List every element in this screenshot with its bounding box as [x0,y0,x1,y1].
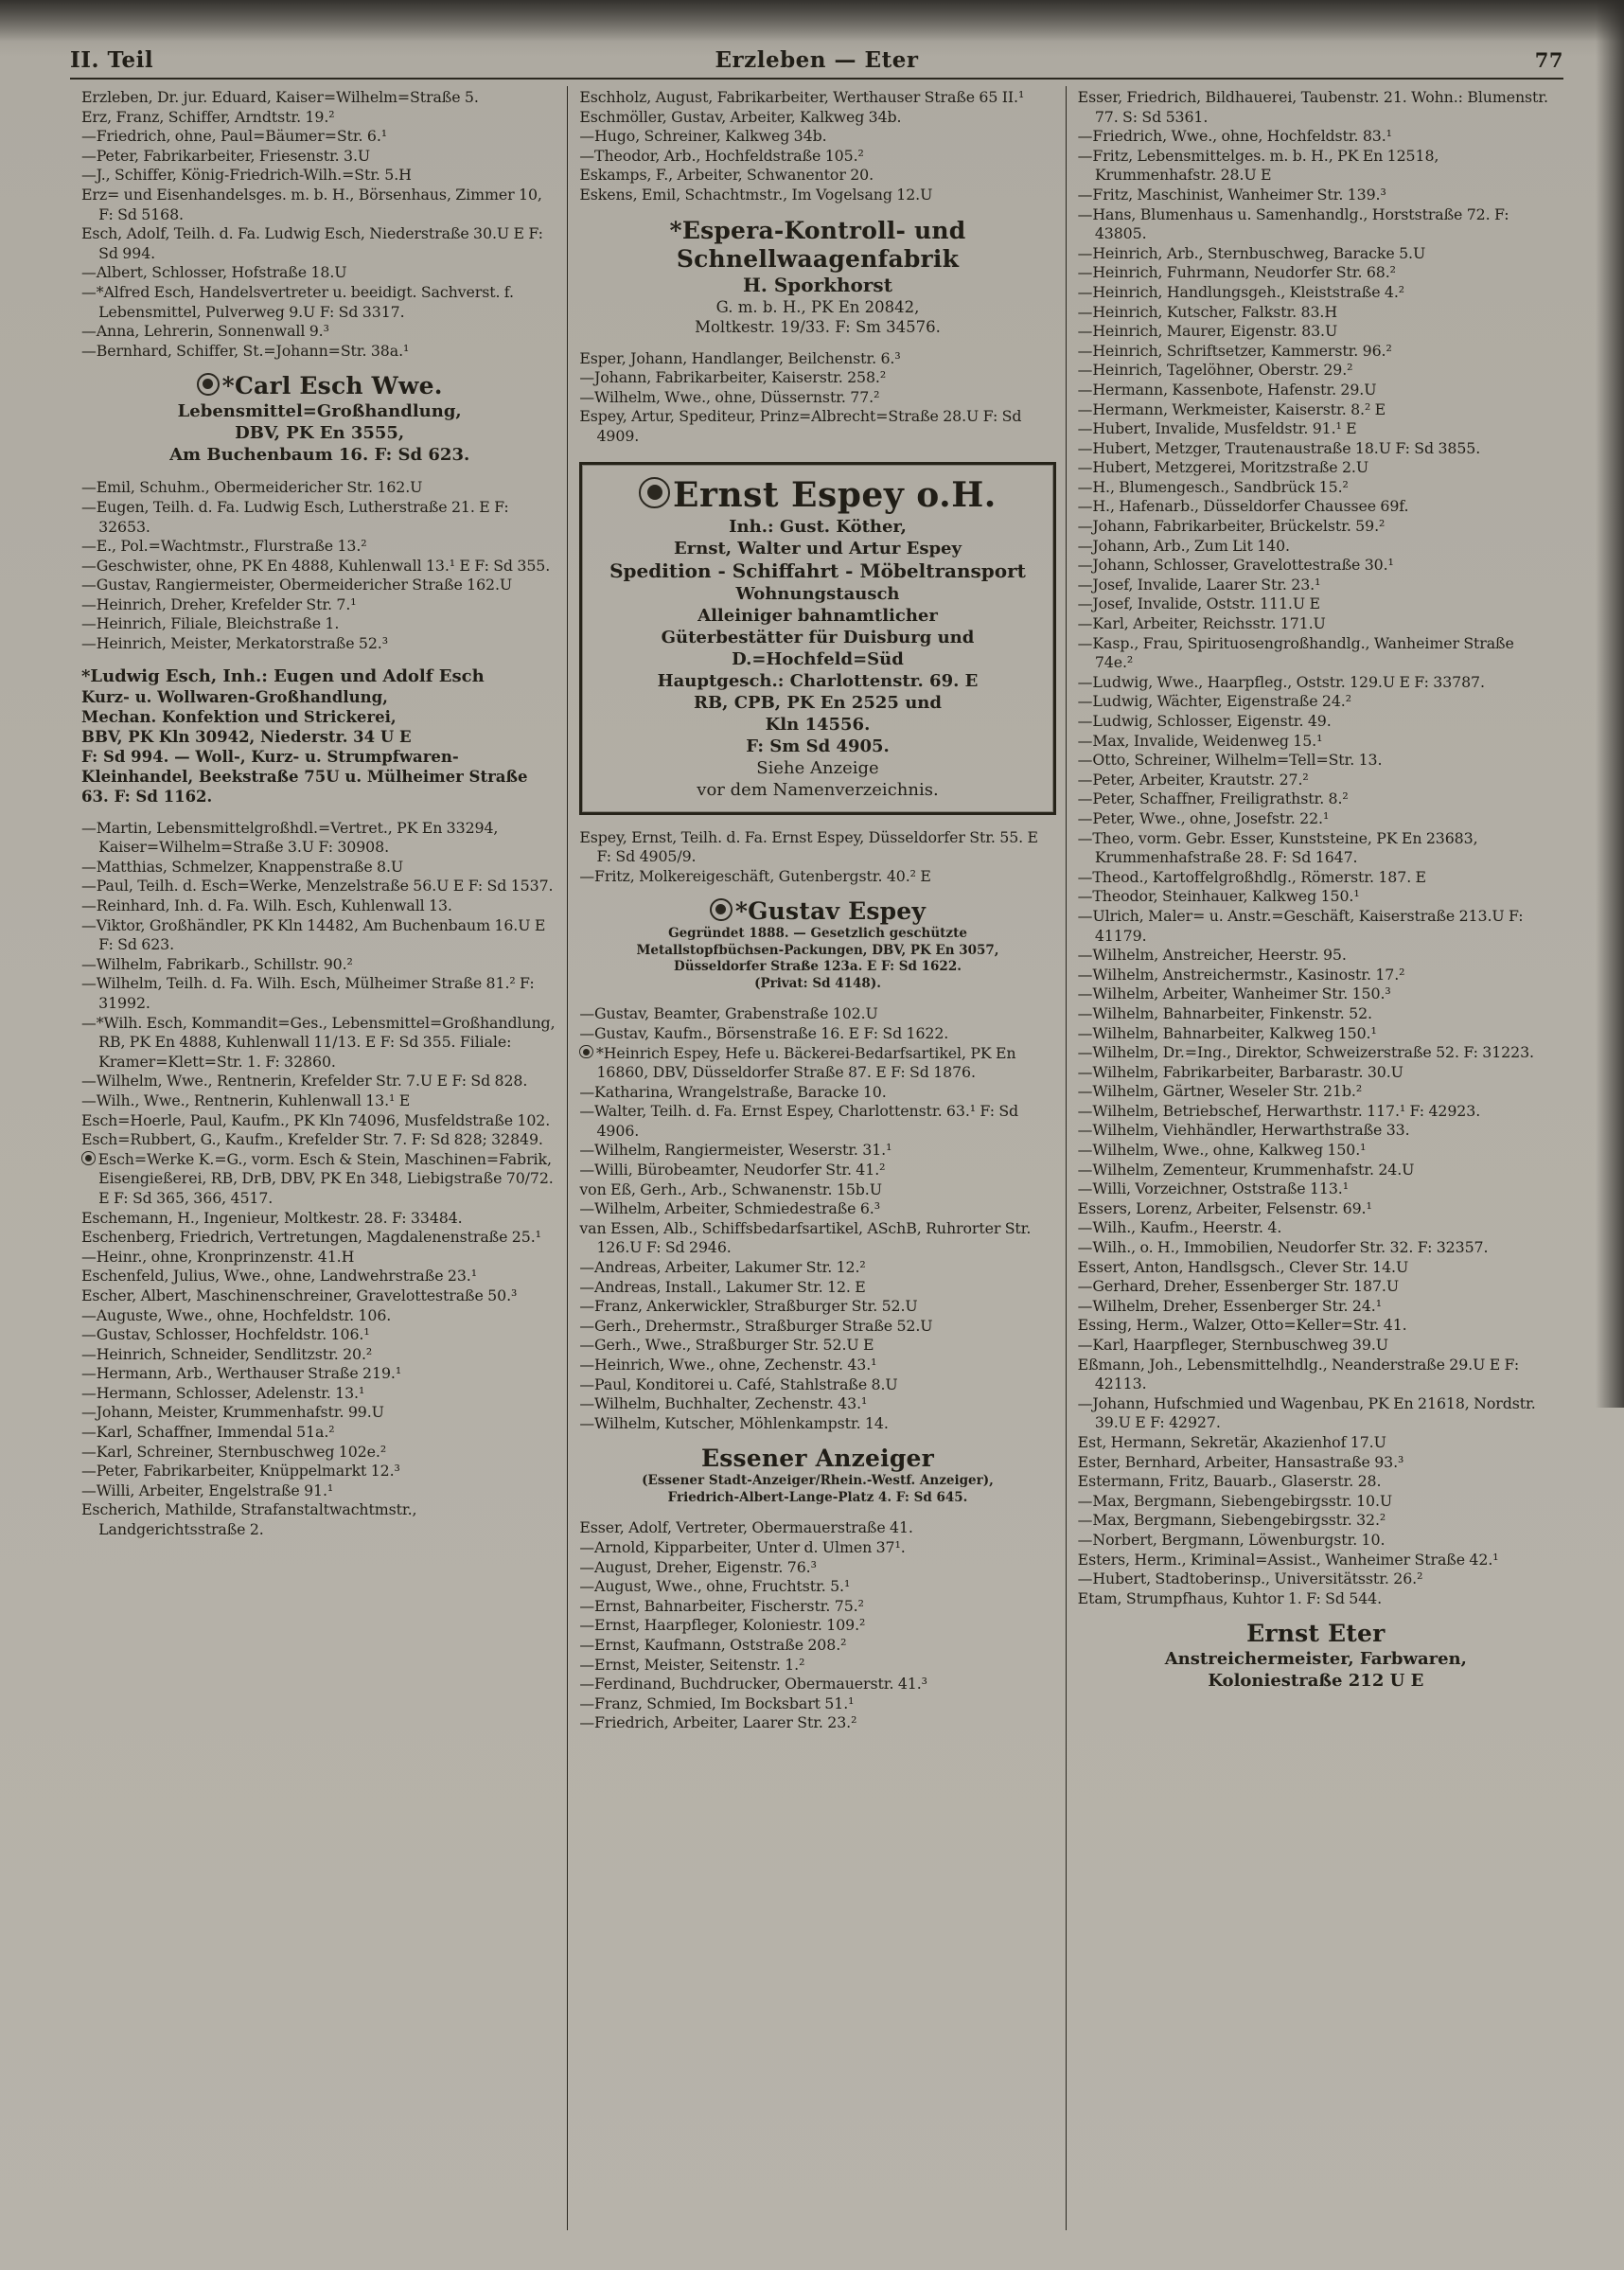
directory-entry: —Johann, Arb., Zum Lit 140. [1077,536,1290,555]
ad-line: vor dem Namenverzeichnis. [697,779,939,800]
ad-line: Metallstopfbüchsen-Packungen, DBV, PK En 3057, [636,942,999,958]
ad-line: Hauptgesch.: Charlottenstr. 69. E [657,670,979,691]
ad-line: D.=Hochfeld=Süd [732,648,904,669]
directory-entry: —Wilhelm, Buchhalter, Zechenstr. 43.¹ [579,1394,868,1413]
directory-entry: —Wilhelm, Kutscher, Möhlenkampstr. 14. [579,1413,889,1432]
directory-entry: —Wilh., o. H., Immobilien, Neudorfer Str. 32. F: 32357. [1077,1238,1489,1257]
ad-ludwig-esch [81,665,557,807]
ad-line: BBV, PK Kln 30942, Niederstr. 34 U E [81,727,412,746]
directory-entry: —Bernhard, Schiffer, St.=Johann=Str. 38a.¹ [81,341,410,360]
directory-entry: —Hubert, Metzgerei, Moritzstraße 2.U [1077,458,1369,477]
directory-entry: —Andreas, Arbeiter, Lakumer Str. 12.² [579,1258,866,1277]
ornament-icon [579,1045,593,1059]
directory-entry: Eskamps, F., Arbeiter, Schwanentor 20. [579,166,874,185]
directory-entry: —Wilhelm, Teilh. d. Fa. Wilh. Esch, Mülheimer Straße 81.² F: 31992. [81,974,535,1012]
directory-entry: Ester, Bernhard, Arbeiter, Hansastraße 93.³ [1077,1452,1404,1471]
column-2 [567,86,1065,2230]
directory-entry: Eschemann, H., Ingenieur, Moltkestr. 28. F: 33484. [81,1208,463,1227]
directory-entry: Eschmöller, Gustav, Arbeiter, Kalkweg 34b. [579,107,902,126]
directory-entry: —Heinrich, Fuhrmann, Neudorfer Str. 68.² [1077,263,1396,282]
directory-entry: Eschholz, August, Fabrikarbeiter, Werthauser Straße 65 II.¹ [579,88,1025,106]
directory-entry: Erz= und Eisenhandelsges. m. b. H., Börsenhaus, Zimmer 10, F: Sd 5168. [81,185,542,223]
directory-entry: —Heinrich, Wwe., ohne, Zechenstr. 43.¹ [579,1356,877,1374]
ad-line: Moltkestr. 19/33. F: Sm 34576. [695,317,941,336]
directory-entry: —Peter, Wwe., ohne, Josefstr. 22.¹ [1077,808,1330,827]
page-header [70,47,1563,73]
ad-line: *Carl Esch Wwe. [81,372,557,400]
column-3 [1066,86,1563,2230]
directory-entry: —Franz, Schmied, Im Bocksbart 51.¹ [579,1694,855,1712]
directory-entry: —Wilh., Wwe., Rentnerin, Kuhlenwall 13.¹ E [81,1091,411,1109]
directory-entry: —Johann, Fabrikarbeiter, Brückelstr. 59.² [1077,517,1386,536]
directory-entry: von Eß, Gerh., Arb., Schwanenstr. 15b.U [579,1179,882,1198]
directory-entry: —Fritz, Lebensmittelges. m. b. H., PK En 12518, Krummenhafstr. 28.U E [1077,146,1439,185]
ad-line: Güterbestätter für Duisburg und [661,627,975,647]
directory-entry: —Hubert, Metzger, Trautenaustraße 18.U F: Sd 3855. [1077,438,1481,457]
directory-entry: —Hermann, Arb., Werthauser Straße 219.¹ [81,1364,402,1383]
directory-entry: Essert, Anton, Handlsgsch., Clever Str. 14.U [1077,1257,1409,1276]
directory-entry: —Ernst, Meister, Seitenstr. 1.² [579,1655,805,1674]
directory-entry: —Heinrich, Kutscher, Falkstr. 83.H [1077,302,1338,321]
directory-entry: —Eugen, Teilh. d. Fa. Ludwig Esch, Lutherstraße 21. E F: 32653. [81,497,509,536]
ad-line: Lebensmittel=Großhandlung, [177,401,462,422]
directory-entry: Essers, Lorenz, Arbeiter, Felsenstr. 69.¹ [1077,1198,1372,1217]
directory-entry: —Ernst, Haarpfleger, Koloniestr. 109.² [579,1616,866,1635]
directory-entry: —*Wilh. Esch, Kommandit=Ges., Lebensmittel=Großhandlung, RB, PK En 4888, Kuhlenwall 11/13. E F: Sd 355. Filiale: Kramer=Klett=Str. 1. F: 32860. [81,1013,556,1071]
directory-entry: —Wilhelm, Dr.=Ing., Direktor, Schweizerstraße 52. F: 31223. [1077,1043,1534,1062]
ad-carl-esch-wwe [81,372,557,466]
directory-entry: —Wilhelm, Zementeur, Krummenhafstr. 24.U [1077,1160,1415,1179]
ornament-icon [197,373,220,396]
ad-line: *Gustav Espey [579,897,1055,926]
ad-line: Inh.: Gust. Köther, [729,516,907,537]
directory-entry: —Hermann, Werkmeister, Kaiserstr. 8.² E [1077,399,1386,418]
directory-entry: Erzleben, Dr. jur. Eduard, Kaiser=Wilhelm=Straße 5. [81,88,479,106]
ad-line: RB, CPB, PK En 2525 und [694,692,942,713]
directory-entry: —Willi, Arbeiter, Engelstraße 91.¹ [81,1481,334,1499]
ad-line: Spedition - Schiffahrt - Möbeltransport [609,559,1026,582]
directory-entry: —Friedrich, Wwe., ohne, Hochfeldstr. 83.¹ [1077,127,1392,146]
directory-entry: —Hermann, Schlosser, Adelenstr. 13.¹ [81,1383,365,1402]
directory-entry: —Katharina, Wrangelstraße, Baracke 10. [579,1082,887,1101]
ad-essener-anzeiger [579,1445,1055,1506]
directory-entry: Est, Hermann, Sekretär, Akazienhof 17.U [1077,1432,1386,1451]
directory-entry: —Wilhelm, Wwe., Rentnerin, Krefelder Str. 7.U E F: Sd 828. [81,1072,528,1091]
ad-line: (Essener Stadt-Anzeiger/Rhein.-Westf. Anzeiger), [642,1473,994,1489]
directory-entry: —Friedrich, Arbeiter, Laarer Str. 23.² [579,1713,857,1732]
directory-entry: Esch, Adolf, Teilh. d. Fa. Ludwig Esch, Niederstraße 30.U E F: Sd 994. [81,224,543,262]
directory-entry: —Josef, Invalide, Laarer Str. 23.¹ [1077,575,1321,594]
directory-entry: —Peter, Fabrikarbeiter, Knüppelmarkt 12.³ [81,1462,400,1481]
ad-line: Alleiniger bahnamtlicher [697,605,938,626]
directory-entry: Esser, Friedrich, Bildhauerei, Taubenstr. 21. Wohn.: Blumenstr. 77. S: Sd 5361. [1077,88,1548,126]
directory-entry: —H., Blumengesch., Sandbrück 15.² [1077,477,1349,496]
directory-entry: —Gustav, Rangiermeister, Obermeidericher Straße 162.U [81,576,513,594]
directory-entry: —Karl, Arbeiter, Reichsstr. 171.U [1077,614,1326,633]
directory-entry: Esters, Herm., Kriminal=Assist., Wanheimer Straße 42.¹ [1077,1550,1499,1569]
directory-entry: —Albert, Schlosser, Hofstraße 18.U [81,263,347,282]
directory-entry: —Karl, Schaffner, Immendal 51a.² [81,1423,335,1442]
ad-line: DBV, PK En 3555, [235,423,405,444]
directory-entry: Escher, Albert, Maschinenschreiner, Gravelottestraße 50.³ [81,1286,518,1304]
directory-entry: —Geschwister, ohne, PK En 4888, Kuhlenwall 13.¹ E F: Sd 355. [81,556,551,575]
directory-entry: *Heinrich Espey, Hefe u. Bäckerei-Bedarfsartikel, PK En 16860, DBV, Düsseldorfer Straße 87. E F: Sd 1876. [579,1044,1055,1083]
directory-columns [70,86,1563,2230]
directory-entry: —Paul, Konditorei u. Café, Stahlstraße 8.U [579,1374,898,1393]
directory-entry: —August, Dreher, Eigenstr. 76.³ [579,1557,817,1576]
directory-entry: —Fritz, Maschinist, Wanheimer Str. 139.³ [1077,185,1386,204]
directory-entry: —Hubert, Stadtoberinsp., Universitätsstr. 26.² [1077,1569,1423,1588]
ad-line: F: Sm Sd 4905. [746,736,890,756]
directory-entry: —Viktor, Großhändler, PK Kln 14482, Am Buchenbaum 16.U E F: Sd 623. [81,915,546,954]
directory-entry: —Heinrich, Filiale, Bleichstraße 1. [81,614,340,633]
directory-entry: —Ernst, Kaufmann, Oststraße 208.² [579,1635,847,1654]
directory-entry: —Ludwig, Wächter, Eigenstraße 24.² [1077,692,1351,711]
directory-entry: —Willi, Vorzeichner, Oststraße 113.¹ [1077,1179,1349,1198]
directory-entry: —Heinrich, Arb., Sternbuschweg, Baracke 5.U [1077,243,1426,262]
directory-entry: —Hubert, Invalide, Musfeldstr. 91.¹ E [1077,419,1357,438]
directory-entry: —Peter, Schaffner, Freiligrathstr. 8.² [1077,789,1349,808]
directory-entry: —Heinrich, Handlungsgeh., Kleiststraße 4.² [1077,282,1405,301]
directory-entry: —Matthias, Schmelzer, Knappenstraße 8.U [81,857,404,876]
directory-entry: —Wilhelm, Wwe., ohne, Düssernstr. 77.² [579,387,880,406]
ad-line: F: Sd 994. — Woll-, Kurz- u. Strumpfwaren-Kleinhandel, Beekstraße 75U u. Mülheimer Straße 63. F: Sd 1162. [81,747,528,806]
directory-entry: —Andreas, Install., Lakumer Str. 12. E [579,1277,866,1296]
directory-entry: —Friedrich, ohne, Paul=Bäumer=Str. 6.¹ [81,127,387,146]
directory-entry: —Max, Bergmann, Siebengebirgsstr. 32.² [1077,1511,1386,1530]
directory-entry: Esch=Hoerle, Paul, Kaufm., PK Kln 74096, Musfeldstraße 102. [81,1110,551,1129]
ad-line: Gegründet 1888. — Gesetzlich geschützte [668,926,967,942]
directory-entry: —Emil, Schuhm., Obermeidericher Str. 162.U [81,478,423,497]
directory-entry: —Wilh., Kaufm., Heerstr. 4. [1077,1218,1282,1237]
directory-entry: —Heinrich, Dreher, Krefelder Str. 7.¹ [81,594,357,613]
ad-line: Mechan. Konfektion und Strickerei, [81,707,397,726]
directory-entry: —Theo, vorm. Gebr. Esser, Kunststeine, PK En 23683, Krummenhafstraße 28. F: Sd 1647. [1077,828,1478,867]
directory-entry: —August, Wwe., ohne, Fruchtstr. 5.¹ [579,1577,851,1596]
ad-line: Kurz- u. Wollwaren-Großhandlung, [81,687,388,706]
directory-entry: —E., Pol.=Wachtmstr., Flurstraße 13.² [81,537,367,556]
directory-entry: —Reinhard, Inh. d. Fa. Wilh. Esch, Kuhlenwall 13. [81,896,452,915]
directory-entry: —Gustav, Schlosser, Hochfeldstr. 106.¹ [81,1325,370,1344]
directory-entry: —Auguste, Wwe., ohne, Hochfeldstr. 106. [81,1305,392,1324]
directory-entry: —Max, Bergmann, Siebengebirgsstr. 10.U [1077,1491,1393,1510]
ad-line: H. Sporkhorst [743,273,892,296]
directory-entry: —Wilhelm, Anstreichermstr., Kasinostr. 17.² [1077,965,1405,984]
ad-line: Ernst Espey o.H. [588,474,1047,516]
ad-line: Ernst, Walter und Artur Espey [674,538,962,559]
directory-entry: —Hermann, Kassenbote, Hafenstr. 29.U [1077,380,1377,399]
ornament-icon [81,1151,96,1165]
directory-entry: Espey, Artur, Spediteur, Prinz=Albrecht=Straße 28.U F: Sd 4909. [579,407,1022,445]
directory-entry: —Wilhelm, Bahnarbeiter, Finkenstr. 52. [1077,1003,1372,1022]
directory-entry: Espey, Ernst, Teilh. d. Fa. Ernst Espey, Düsseldorfer Str. 55. E F: Sd 4905/9. [579,827,1038,866]
directory-entry: Esper, Johann, Handlanger, Beilchenstr. 6.³ [579,348,901,367]
directory-entry: —H., Hafenarb., Düsseldorfer Chaussee 69f. [1077,497,1409,516]
directory-entry: Estermann, Fritz, Bauarb., Glaserstr. 28. [1077,1472,1382,1491]
ad-espera [579,217,1055,337]
directory-entry: —Franz, Ankerwickler, Straßburger Str. 52.U [579,1297,918,1316]
directory-entry: —Theodor, Arb., Hochfeldstraße 105.² [579,146,864,165]
directory-entry: —Willi, Bürobeamter, Neudorfer Str. 41.² [579,1161,886,1179]
directory-entry: —Heinrich, Tagelöhner, Oberstr. 29.² [1077,361,1353,380]
ad-line: Siehe Anzeige [756,757,879,778]
directory-entry: Eschenberg, Friedrich, Vertretungen, Magdalenenstraße 25.¹ [81,1228,541,1247]
page-number: 77 [1534,48,1563,72]
ad-ernst-espey [579,462,1055,815]
directory-entry: —Ludwig, Schlosser, Eigenstr. 49. [1077,712,1332,730]
ornament-icon [639,477,670,508]
directory-entry: —Max, Invalide, Weidenweg 15.¹ [1077,731,1323,750]
directory-entry: —Wilhelm, Rangiermeister, Weserstr. 31.¹ [579,1141,892,1160]
directory-entry: van Essen, Alb., Schiffsbedarfsartikel, ASchB, Ruhrorter Str. 126.U F: Sd 2946. [579,1218,1032,1257]
directory-entry: —Ludwig, Wwe., Haarpfleg., Oststr. 129.U E F: 33787. [1077,672,1485,691]
directory-entry: —*Alfred Esch, Handelsvertreter u. beeidigt. Sachverst. f. Lebensmittel, Pulverweg 9.U F: Sd 3317. [81,282,514,321]
ad-line: Wohnungstausch [735,583,900,604]
running-title: Erzleben — Eter [715,47,919,73]
ad-line: Düsseldorfer Straße 123a. E F: Sd 1622. [674,959,962,975]
directory-entry: —Wilhelm, Viehhändler, Herwarthstraße 33. [1077,1121,1410,1140]
directory-entry: —Hugo, Schreiner, Kalkweg 34b. [579,127,827,146]
directory-entry: —Heinrich, Schneider, Sendlitzstr. 20.² [81,1344,373,1363]
directory-entry: Eskens, Emil, Schachtmstr., Im Vogelsang 12.U [579,185,933,204]
directory-entry: —Peter, Arbeiter, Krautstr. 27.² [1077,770,1309,789]
ornament-icon [710,898,733,921]
directory-entry: —Wilhelm, Dreher, Essenberger Str. 24.¹ [1077,1296,1382,1315]
directory-entry: Esch=Rubbert, G., Kaufm., Krefelder Str. 7. F: Sd 828; 32849. [81,1130,543,1149]
directory-entry: Etam, Strumpfhaus, Kuhtor 1. F: Sd 544. [1077,1588,1383,1607]
directory-entry: —J., Schiffer, König-Friedrich-Wilh.=Str. 5.H [81,166,412,185]
directory-entry: —Wilhelm, Arbeiter, Wanheimer Str. 150.³ [1077,984,1391,1003]
directory-entry: Esch=Werke K.=G., vorm. Esch & Stein, Maschinen=Fabrik, Eisengießerei, RB, DrB, DBV, PK En 348, Liebigstraße 70/72. E F: Sd 365, 366, 4517. [81,1150,557,1209]
ad-line: Ernst Eter [1246,1620,1386,1648]
directory-entry: —Heinrich, Meister, Merkatorstraße 52.³ [81,634,388,653]
directory-entry: —Wilhelm, Wwe., ohne, Kalkweg 150.¹ [1077,1141,1367,1160]
directory-entry: —Karl, Schreiner, Sternbuschweg 102e.² [81,1442,387,1461]
directory-page [70,47,1563,2247]
directory-entry: —Hans, Blumenhaus u. Samenhandlg., Horststraße 72. F: 43805. [1077,204,1509,243]
directory-entry: —Gerh., Drehermstr., Straßburger Straße 52.U [579,1316,933,1335]
directory-entry: —Wilhelm, Arbeiter, Schmiedestraße 6.³ [579,1199,880,1218]
directory-entry: —Anna, Lehrerin, Sonnenwall 9.³ [81,322,329,341]
directory-entry: —Otto, Schreiner, Wilhelm=Tell=Str. 13. [1077,751,1383,770]
ad-line: Kln 14556. [765,714,871,735]
directory-entry: —Josef, Invalide, Oststr. 111.U E [1077,594,1320,613]
directory-entry: —Wilhelm, Gärtner, Weseler Str. 21b.² [1077,1082,1363,1101]
directory-entry: —Paul, Teilh. d. Esch=Werke, Menzelstraße 56.U E F: Sd 1537. [81,877,554,896]
directory-entry: —Arnold, Kipparbeiter, Unter d. Ulmen 37¹. [579,1537,906,1556]
ad-line: Koloniestraße 212 U E [1208,1671,1424,1692]
ad-line: (Privat: Sd 4148). [754,975,881,991]
directory-entry: —Gustav, Beamter, Grabenstraße 102.U [579,1004,878,1023]
directory-entry: —Heinrich, Schriftsetzer, Kammerstr. 96.² [1077,341,1392,360]
directory-entry: —Johann, Schlosser, Gravelottestraße 30.¹ [1077,556,1394,575]
directory-entry: —Ulrich, Maler= u. Anstr.=Geschäft, Kaiserstraße 213.U F: 41179. [1077,906,1524,945]
directory-entry: Erz, Franz, Schiffer, Arndtstr. 19.² [81,107,335,126]
ad-line: Essener Anzeiger [700,1445,934,1473]
directory-entry: Escherich, Mathilde, Strafanstaltwachtmstr., Landgerichtsstraße 2. [81,1500,417,1539]
directory-entry: —Gerhard, Dreher, Essenberger Str. 187.U [1077,1277,1400,1296]
ad-line: Anstreichermeister, Farbwaren, [1164,1649,1467,1670]
directory-entry: —Kasp., Frau, Spirituosengroßhandlg., Wanheimer Straße 74e.² [1077,633,1514,672]
directory-entry: —Ernst, Bahnarbeiter, Fischerstr. 75.² [579,1596,864,1615]
directory-entry: —Gerh., Wwe., Straßburger Str. 52.U E [579,1336,874,1355]
directory-entry: —Fritz, Molkereigeschäft, Gutenbergstr. 40.² E [579,866,931,885]
directory-entry: —Johann, Fabrikarbeiter, Kaiserstr. 258.² [579,368,887,387]
directory-entry: —Heinrich, Maurer, Eigenstr. 83.U [1077,322,1338,341]
ad-ernst-eter [1078,1620,1554,1692]
directory-entry: Eßmann, Joh., Lebensmittelhdlg., Neanderstraße 29.U E F: 42113. [1077,1355,1520,1393]
header-rule [70,78,1563,80]
part-label: II. Teil [70,47,154,73]
directory-entry: —Heinr., ohne, Kronprinzenstr. 41.H [81,1247,355,1266]
ad-line: G. m. b. H., PK En 20842, [715,297,920,316]
column-1 [70,86,567,2230]
directory-entry: —Wilhelm, Fabrikarb., Schillstr. 90.² [81,954,353,973]
ad-line: Friedrich-Albert-Lange-Platz 4. F: Sd 645. [667,1489,968,1505]
directory-entry: —Wilhelm, Anstreicher, Heerstr. 95. [1077,946,1347,965]
ad-gustav-espey [579,897,1055,992]
directory-entry: —Karl, Haarpfleger, Sternbuschweg 39.U [1077,1336,1388,1354]
directory-entry: —Walter, Teilh. d. Fa. Ernst Espey, Charlottenstr. 63.¹ F: Sd 4906. [579,1102,1019,1140]
directory-entry: —Gustav, Kaufm., Börsenstraße 16. E F: Sd 1622. [579,1023,949,1042]
directory-entry: —Ferdinand, Buchdrucker, Obermauerstr. 41.³ [579,1675,927,1694]
directory-entry: —Johann, Hufschmied und Wagenbau, PK En 21618, Nordstr. 39.U E F: 42927. [1077,1393,1536,1432]
directory-entry: —Peter, Fabrikarbeiter, Friesenstr. 3.U [81,146,371,165]
ad-line: Schnellwaagenfabrik [676,244,960,273]
directory-entry: —Martin, Lebensmittelgroßhdl.=Vertret., PK En 33294, Kaiser=Wilhelm=Straße 3.U F: 30908. [81,818,499,857]
directory-entry: Essing, Herm., Walzer, Otto=Keller=Str. 41. [1077,1316,1407,1335]
directory-entry: —Theodor, Steinhauer, Kalkweg 150.¹ [1077,887,1360,906]
directory-entry: Eschenfeld, Julius, Wwe., ohne, Landwehrstraße 23.¹ [81,1267,477,1286]
directory-entry: —Theod., Kartoffelgroßhdlg., Römerstr. 187. E [1077,867,1426,886]
ad-line: Am Buchenbaum 16. F: Sd 623. [169,445,470,466]
directory-entry: —Wilhelm, Betriebschef, Herwarthstr. 117.¹ F: 42923. [1077,1101,1481,1120]
directory-entry: —Wilhelm, Fabrikarbeiter, Barbarastr. 30.U [1077,1062,1403,1081]
ad-line: *Ludwig Esch, Inh.: Eugen und Adolf Esch [81,665,485,686]
ad-line: *Espera-Kontroll- und [669,216,966,244]
directory-entry: —Norbert, Bergmann, Löwenburgstr. 10. [1077,1530,1386,1549]
directory-entry: —Wilhelm, Bahnarbeiter, Kalkweg 150.¹ [1077,1023,1377,1042]
directory-entry: Esser, Adolf, Vertreter, Obermauerstraße 41. [579,1518,913,1537]
directory-entry: —Johann, Meister, Krummenhafstr. 99.U [81,1403,384,1422]
